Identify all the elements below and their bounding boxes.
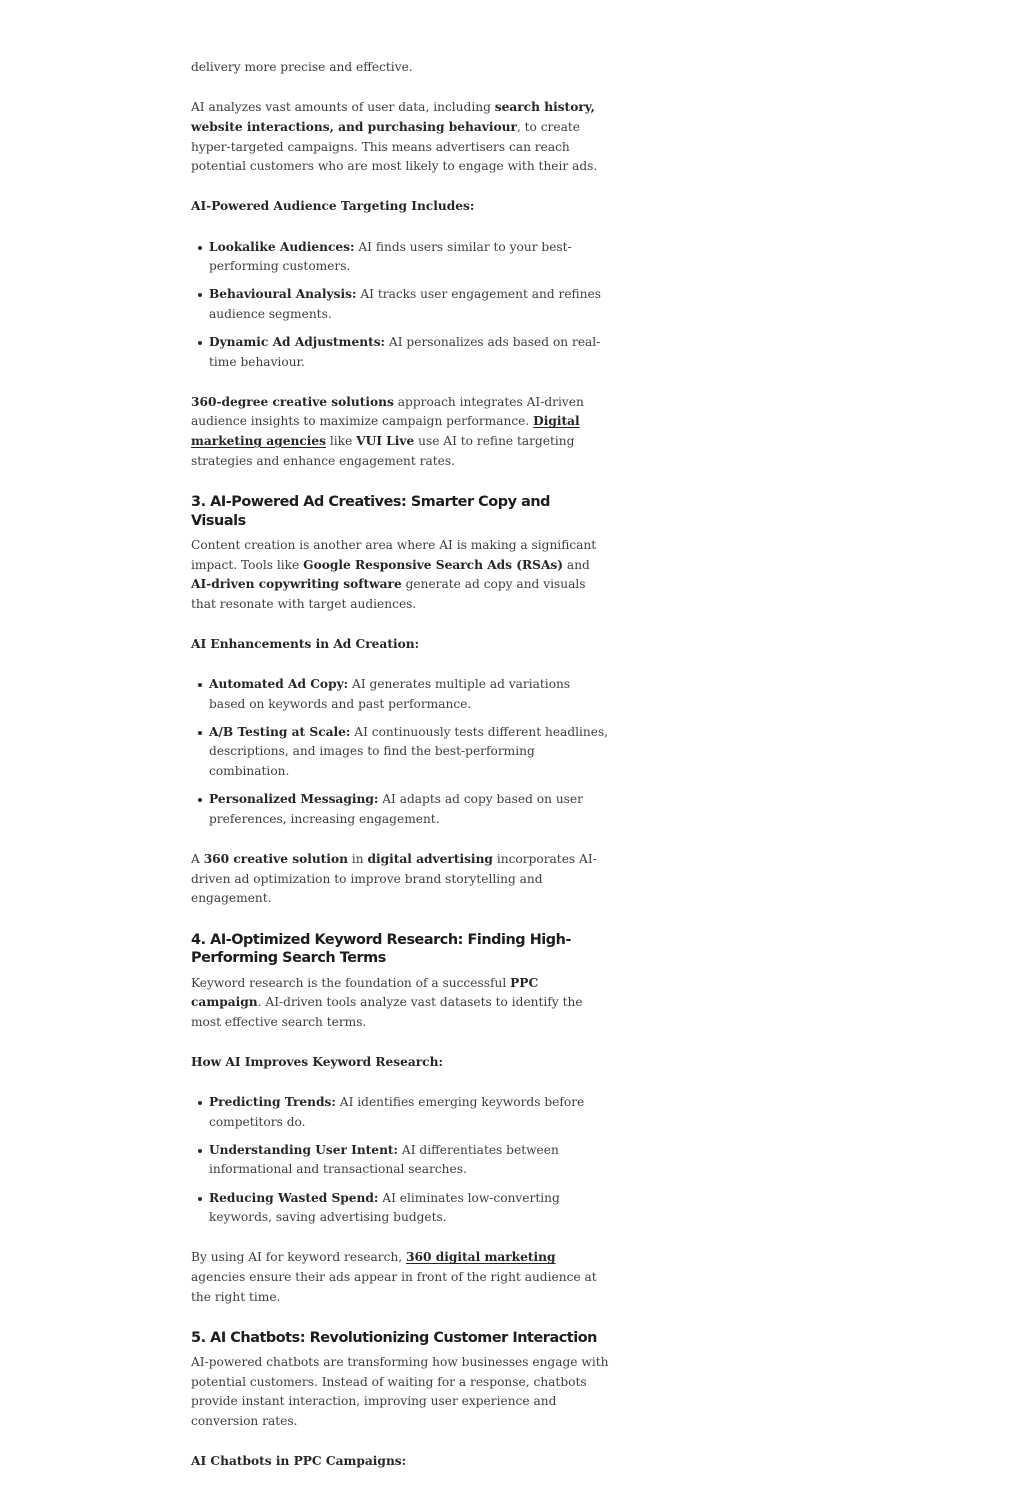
list-item-desc: AI adapts ad copy based on user preferences, increasing engagement.	[209, 792, 583, 826]
list-targeting	[191, 238, 609, 373]
label-targeting	[191, 197, 609, 217]
section-heading-3: 3. AI-Powered Ad Creatives: Smarter Copy and Visuals	[191, 494, 550, 529]
list-item-desc: AI eliminates low-converting keywords, saving advertising budgets.	[209, 1190, 560, 1225]
emphasis-text: VUI Live	[356, 434, 415, 449]
text-span: incorporates AI-driven ad optimization to improve brand storytelling and engagement.	[191, 852, 597, 906]
emphasis-text: 360 creative solution	[203, 852, 348, 867]
text-span: . AI-driven tools analyze vast datasets to identify the most effective search terms.	[191, 995, 583, 1029]
paragraph-creative-solution	[191, 850, 609, 909]
list-item	[209, 1189, 609, 1228]
section-heading-5: 5. AI Chatbots: Revolutionizing Customer Interaction	[191, 1330, 597, 1347]
text-span: generate ad copy and visuals that resonate with target audiences.	[191, 577, 586, 611]
label-text: AI-Powered Audience Targeting Includes:	[191, 199, 475, 214]
text-span: agencies ensure their ads appear in front of the right audience at the right time.	[191, 1270, 597, 1304]
list-item-term: Understanding User Intent:	[209, 1142, 399, 1157]
list-item-desc: AI identifies emerging keywords before competitors do.	[209, 1095, 585, 1129]
digital-marketing-agencies-link[interactable]: Digital marketing agencies	[191, 414, 580, 449]
text-span: By using AI for keyword research,	[191, 1250, 407, 1265]
paragraph-using-ai	[191, 1248, 609, 1307]
list-item-term: A/B Testing at Scale:	[209, 724, 351, 739]
text-span: AI analyzes vast amounts of user data, including	[191, 100, 495, 115]
text-span: approach integrates AI-driven audience insights to maximize campaign performance.	[191, 394, 584, 429]
text-span: Content creation is another area where AI is making a significant impact. Tools like	[191, 537, 597, 572]
paragraph-content-creation	[191, 536, 609, 614]
list-item	[209, 1141, 609, 1180]
text-span: and	[563, 557, 590, 572]
list-item-desc: AI finds users similar to your best-performing customers.	[209, 239, 572, 274]
list-item	[209, 238, 609, 277]
list-item-term: Predicting Trends:	[209, 1095, 336, 1110]
list-item-term: Dynamic Ad Adjustments:	[209, 335, 386, 350]
section-heading-4: 4. AI-Optimized Keyword Research: Finding High-Performing Search Terms	[191, 931, 571, 967]
paragraph-360-degree	[191, 393, 609, 471]
list-item	[209, 675, 609, 714]
list-item-desc: AI differentiates between informational and transactional searches.	[209, 1142, 559, 1177]
text-span: Keyword research is the foundation of a successful	[191, 975, 511, 990]
list-item	[209, 1093, 609, 1132]
label-creation	[191, 635, 609, 655]
list-item	[209, 790, 609, 829]
paragraph-user-data	[191, 98, 609, 176]
list-item-term: Automated Ad Copy:	[209, 677, 349, 692]
emphasis-text: 360-degree creative solutions	[191, 394, 394, 409]
label-text: How AI Improves Keyword Research:	[191, 1054, 443, 1069]
list-keyword	[191, 1093, 609, 1228]
list-item	[209, 285, 609, 324]
paragraph-keyword-research	[191, 974, 609, 1033]
label-text: AI Chatbots in PPC Campaigns:	[191, 1454, 407, 1469]
article-body	[191, 58, 609, 1492]
emphasis-text: search history, website interactions, and purchasing behaviour	[191, 100, 595, 134]
360-digital-marketing-link[interactable]: 360 digital marketing	[406, 1250, 556, 1265]
text-span: use AI to refine targeting strategies and enhance engagement rates.	[191, 434, 575, 468]
list-item-desc: AI generates multiple ad variations based on keywords and past performance.	[209, 677, 571, 711]
list-item-term: Lookalike Audiences:	[209, 239, 355, 254]
emphasis-text: digital advertising	[367, 852, 493, 867]
emphasis-text: PPC campaign	[191, 975, 539, 1010]
list-item-desc: AI personalizes ads based on real-time behaviour.	[209, 335, 601, 369]
list-item-desc: AI tracks user engagement and refines audience segments.	[209, 287, 602, 321]
list-item-desc: AI continuously tests different headlines, descriptions, and images to find the best-performing combination.	[209, 724, 609, 779]
emphasis-text: AI-driven copywriting software	[191, 577, 402, 592]
text-span: like	[326, 434, 357, 449]
list-item-term: Reducing Wasted Spend:	[209, 1190, 379, 1205]
label-chatbots	[191, 1452, 609, 1472]
label-keyword	[191, 1053, 609, 1073]
text-span: , to create hyper-targeted campaigns. This means advertisers can reach potential customers who are most likely to engage with their ads.	[191, 119, 598, 174]
paragraph-intro-tail: delivery more precise and effective.	[191, 60, 413, 74]
list-creation	[191, 675, 609, 829]
text-span: in	[347, 852, 368, 867]
emphasis-text: Google Responsive Search Ads (RSAs)	[303, 557, 564, 572]
text-span: A	[191, 852, 204, 867]
paragraph-chatbots: AI-powered chatbots are transforming how businesses engage with potential customers. Instead of waiting for a response, chatbots provide instant interaction, improving user experience and conversion rates.	[191, 1355, 609, 1429]
list-item	[209, 723, 609, 782]
list-item	[209, 333, 609, 372]
list-item-term: Behavioural Analysis:	[209, 287, 357, 302]
label-text: AI Enhancements in Ad Creation:	[191, 636, 420, 651]
list-item-term: Personalized Messaging:	[209, 792, 379, 807]
